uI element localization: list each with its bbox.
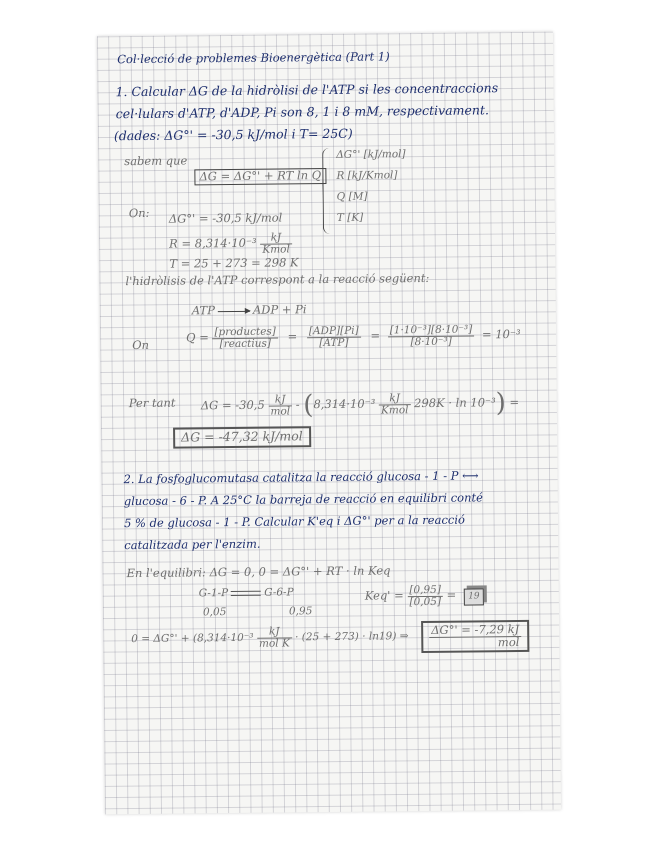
problem1-data: (dades: ΔG°' = -30,5 kJ/mol i T= 25C) xyxy=(113,125,353,144)
unit-q: Q [M] xyxy=(336,190,368,203)
unit-r: R [kJ/Kmol] xyxy=(336,169,398,182)
page-title: Col·lecció de problemes Bioenergètica (Part 1) xyxy=(117,49,390,67)
unit-dg0: ΔG°' [kJ/mol] xyxy=(336,148,406,161)
keq-result: 19 xyxy=(464,588,484,605)
q-expression: Q = $\frac{\text{[productes]}}{\text{[reactius]}}$ = $\frac{\text{[ADP][Pi]}}{\text{[ATP]}}$ = $\frac{\text{[1·10⁻³][8·10⁻³]}}{\text{[8·10⁻³]}}$ = 10⁻³ xyxy=(186,323,521,350)
gibbs-formula-box: ΔG = ΔG°' + RT ln Q xyxy=(194,168,326,185)
problem1-result: ΔG = -47,32 kJ/mol xyxy=(173,426,311,448)
notebook-page xyxy=(97,32,561,815)
problem1-line1: 1. Calcular ΔG de la hidròlisi de l'ATP si les concentraccions xyxy=(115,80,499,100)
problem1-line2: cel·lulars d'ATP, d'ADP, Pi son 8, 1 i 8 mM, respectivament. xyxy=(115,102,489,122)
dg0-value: ΔG°' = -30,5 kJ/mol xyxy=(168,210,283,226)
dg0-final-calculation: 0 = ΔG°' + (8,314·10⁻³ $\frac{kJ}{\text{mol K}}$ · (25 + 273) · ln19) ⇒ xyxy=(131,625,409,650)
r-value: R = 8,314·10⁻³ $\frac{kJ}{\text{Kmol}}$ xyxy=(169,231,290,256)
per-tant-label: Per tant xyxy=(128,395,176,411)
equilibrium-reaction: G-1-P G-6-P xyxy=(198,586,294,600)
right-arrow-icon xyxy=(218,310,250,311)
units-brace xyxy=(322,148,330,234)
equilibrium-arrow-icon xyxy=(231,589,261,596)
atp-hydrolysis-reaction: ATP ADP + Pi xyxy=(191,302,307,318)
unit-t: T [K] xyxy=(336,211,364,224)
problem2-line2: glucosa - 6 - P. A 25°C la barreja de reacció en equilibri conté xyxy=(123,490,483,509)
sabem-que-label: sabem que xyxy=(124,153,188,169)
keq-expression: Keq' = $\frac{[0,95]}{[0,05]}$ = 19 xyxy=(365,584,484,607)
on-label-2: On xyxy=(132,337,150,353)
reaction-intro: l'hidròlisis de l'ATP correspont a la reacció següent: xyxy=(125,270,430,289)
problem2-result: $\frac{\Delta G^\circ' = -7,29 kJ}{\text{mol}}$ xyxy=(421,620,529,653)
on-label: On: xyxy=(128,205,150,221)
g1p-fraction: 0,05 xyxy=(202,606,227,619)
dg-calculation: ΔG = -30,5 $\frac{kJ}{\text{mol}}$ - (8,314·10⁻³ $\frac{kJ}{\text{Kmol}}$ 298K · ln 10⁻³) = xyxy=(200,388,520,421)
problem2-line3: 5 % de glucosa - 1 - P. Calcular K'eq i ΔG°' per a la reacció xyxy=(123,512,465,531)
t-value: T = 25 + 273 = 298 K xyxy=(169,255,299,271)
g6p-fraction: 0,95 xyxy=(288,605,313,618)
equilibrium-statement: En l'equilibri: ΔG = 0, 0 = ΔG°' + RT · ln Keq xyxy=(126,563,391,581)
problem2-line1: 2. La fosfoglucomutasa catalitza la reacció glucosa - 1 - P ⟷ xyxy=(123,468,479,487)
problem2-line4: catalitzada per l'enzim. xyxy=(124,536,261,553)
